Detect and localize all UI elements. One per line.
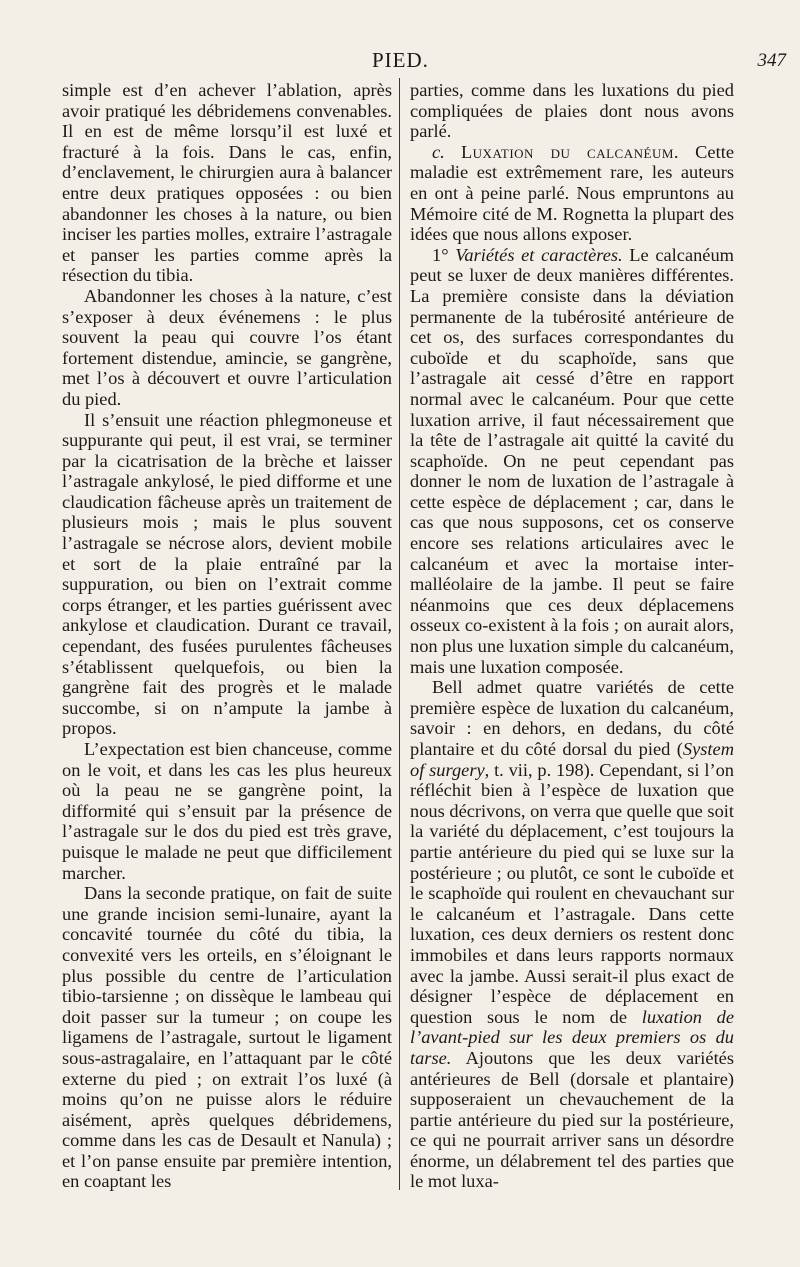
subsection-marker: 1° — [432, 244, 449, 265]
left-column — [62, 80, 392, 1192]
italic-term: luxation de l’avant-pied sur les deux premiers os du tarse. — [410, 1006, 735, 1068]
section-marker: c. — [432, 141, 445, 162]
paragraph: parties, comme dans les luxations du pied compliquées de plaies dont nous avons parlé. — [410, 80, 734, 142]
subsection-text: Le calcanéum peut se luxer de deux manières différentes. La première consiste dans la déviation permanente de la tubérosité antérieure de cet os, des surfaces correspondantes du cuboïde et du scaphoïde, sans que l’astragale ait cessé d’être en rapport normal avec le calcanéum. Pour que cette luxation arrive, il faut nécessairement que la tête de l’astragale ait quitté la cavité du scaphoïde. On ne peut cependant pas donner le nom de luxation de l’astragale à cette espèce de déplacement ; car, dans le cas que nous supposons, cet os conserve encore ses relations articulaires avec le calcanéum et avec la mortaise inter-malléolaire de la jambe. Il peut se faire néanmoins que ces deux déplacemens osseux co-existent à la fois ; on aurait alors, non plus une luxation simple du calcanéum, mais une luxation composée. — [410, 244, 734, 677]
paragraph: simple est d’en achever l’ablation, après avoir pratiqué les débridemens convenables. Il en est de même lorsqu’il est luxé et fracturé à la fois. Dans le cas, enfin, d’enclavement, le chirurgien aura à balancer entre deux pratiques opposées : ou bien abandonner les choses à la nature, ou bien inciser les parties molles, extraire l’astragale et panser les parties comme après la résection du tibia. — [62, 80, 392, 286]
text-run: Ajoutons que les deux variétés antérieures de Bell (dorsale et plantaire) supposeraient un chevauchement de la partie antérieure du pied sur la postérieure, ce qui ne pourrait arriver sans un désordre énorme, un délabrement tel des parties que le mot luxa- — [410, 1047, 734, 1192]
subsection-heading: Variétés et caractères. — [455, 244, 623, 265]
paragraph: Dans la seconde pratique, on fait de suite une grande incision semi-lunaire, ayant la concavité tournée du côté du tibia, la convexité vers les orteils, en s’éloignant le plus possible du centre de l’articulation tibio-tarsienne ; on dissèque le lambeau qui doit passer sur la tumeur ; on coupe les ligamens de l’astragale, surtout le ligament sous-astragalaire, en l’attaquant par le côté externe du pied ; on extrait l’os luxé (à moins qu’on ne puisse alors le réduire aisément, après quelques débridemens, comme dans les cas de Desault et Nanula) ; et l’on panse ensuite par première intention, en coaptant les — [62, 883, 392, 1192]
paragraph-subsection-1 — [410, 245, 734, 677]
text-run: Bell admet quatre variétés de cette première espèce de luxation du calcanéum, savoir : en dehors, en dedans, du côté plantaire et du côté dorsal du pied ( — [410, 677, 734, 759]
text-run: , t. vii, p. 198). Cependant, si l’on réfléchit bien à l’espèce de luxation que nous décrivons, on verra que quelle que soit la variété du déplacement, c’est toujours la partie antérieure du pied qui se luxe sur la postérieure ; ou plutôt, ce sont le cuboïde et le scaphoïde qui roulent en chevauchant sur le calcanéum et l’astragale. Dans cette luxation, ces deux derniers os restent donc immobiles et dans leurs rapports normaux avec la jambe. Aussi serait-il plus exact de désigner l’espèce de déplacement en question sous le nom de — [410, 759, 734, 1027]
paragraph: Il s’ensuit une réaction phlegmoneuse et suppurante qui peut, il est vrai, se terminer par la cicatrisation de la brèche et laisser l’astragale ankylosé, le pied difforme et une claudication fâcheuse après un traitement de plusieurs mois ; mais le plus souvent l’astragale se nécrose alors, devient mobile et sort de la plaie entraîné par la suppuration, ou bien on l’extrait comme corps étranger, et les parties guérissent avec ankylose et claudication. Durant ce travail, cependant, des fusées purulentes fâcheuses s’établissent quelquefois, ou bien la gangrène fait des progrès et le malade succombe, si on n’ampute la jambe à propos. — [62, 409, 392, 739]
running-head — [0, 48, 800, 78]
page-number: 347 — [757, 50, 786, 71]
citation-title: System of surgery — [410, 739, 734, 780]
column-rule — [399, 78, 400, 1190]
paragraph: Abandonner les choses à la nature, c’est s’exposer à deux événemens : le plus souvent la peau qui couvre l’os étant fortement distendue, amincie, se gangrène, met l’os à découvert et ouvre l’articulation du pied. — [62, 285, 392, 409]
paragraph: L’expectation est bien chanceuse, comme on le voit, et dans les cas les plus heureux où la peau ne se gangrène point, la difformité qui s’ensuit par la présence de l’astragale sur le dos du pied est très grave, puisque le malade ne peut que difficilement marcher. — [62, 739, 392, 883]
paragraph-section-c — [410, 142, 734, 245]
running-title: PIED. — [372, 48, 429, 72]
section-text: Cette maladie est extrêmement rare, les auteurs en ont à peine parlé. Nous empruntons au Mémoire cité de M. Rognetta la plupart des idées que nous allons exposer. — [410, 141, 734, 245]
section-heading: Luxation du calcanéum. — [460, 141, 679, 162]
right-column — [410, 80, 734, 1192]
paragraph — [410, 677, 734, 1192]
